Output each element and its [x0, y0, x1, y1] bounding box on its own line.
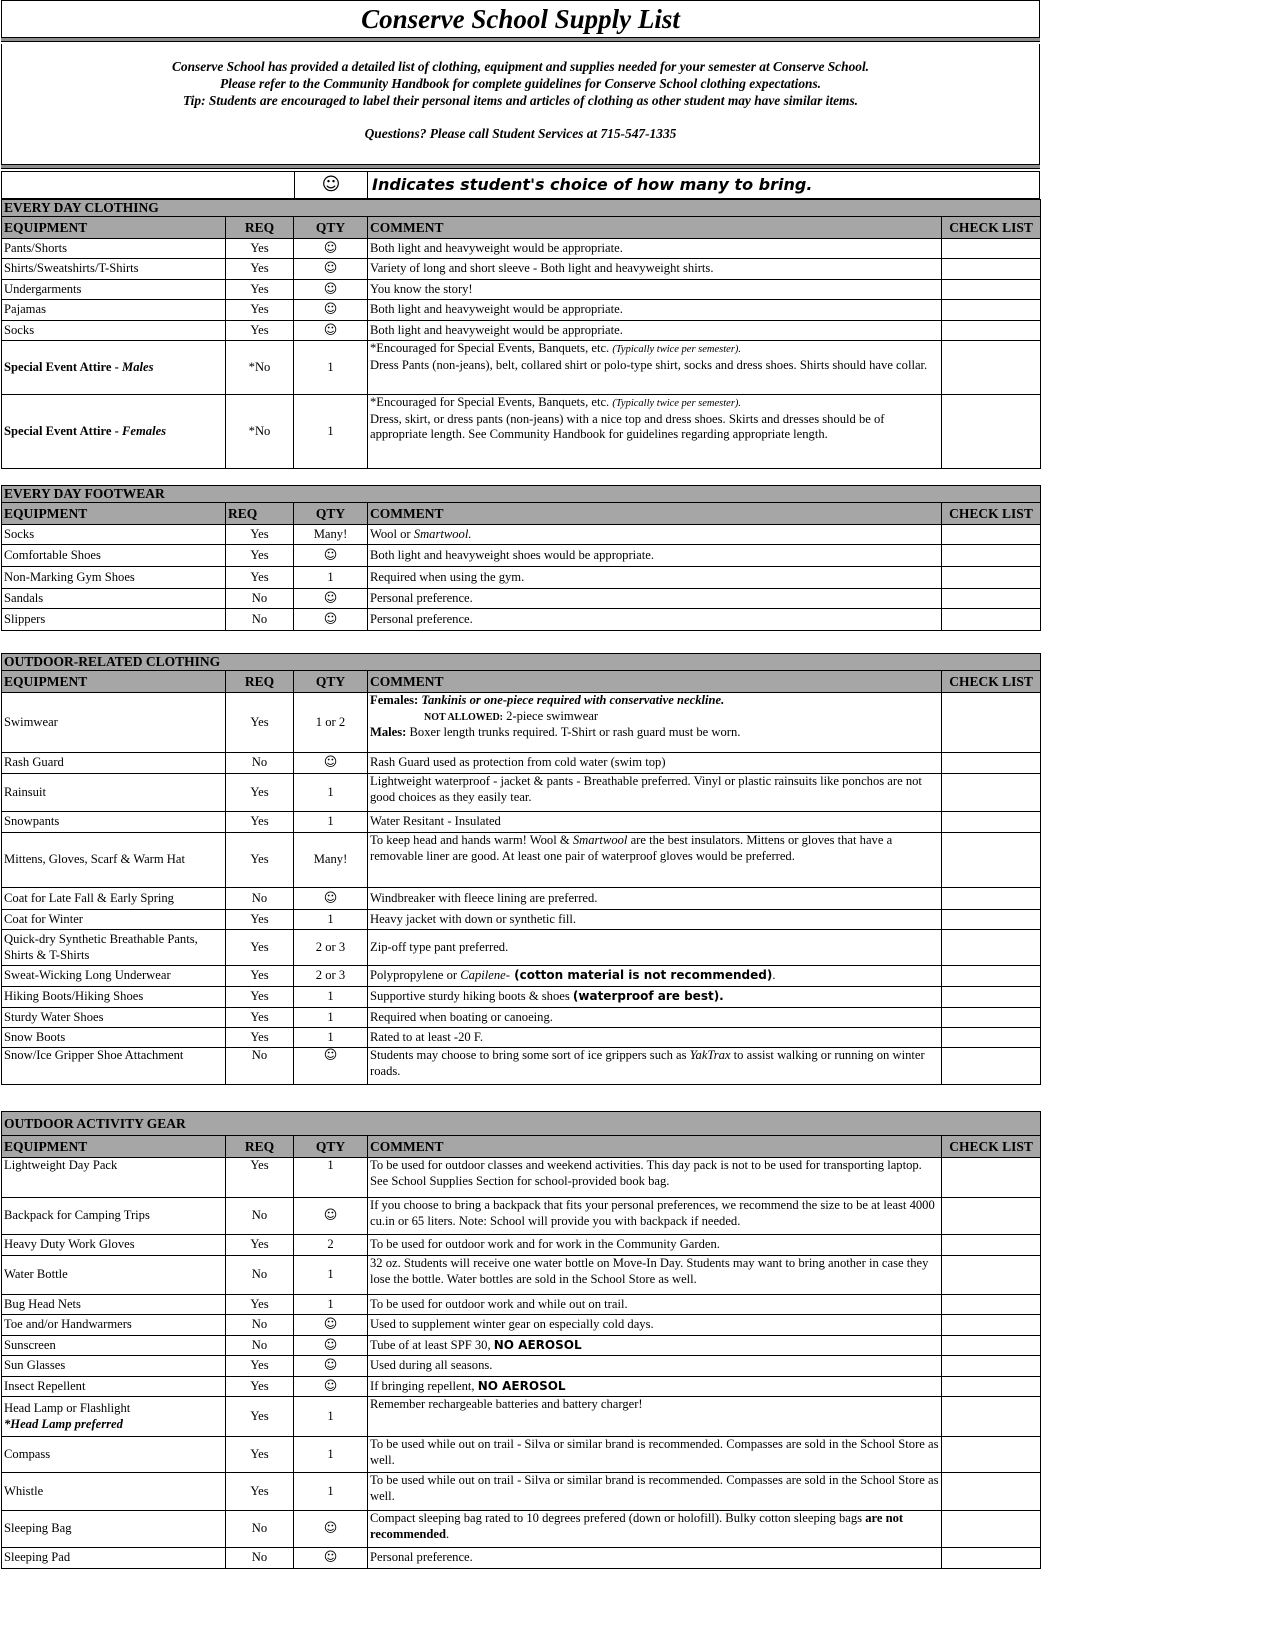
checklist-box[interactable]: [942, 567, 1041, 589]
checklist-box[interactable]: [942, 1548, 1041, 1569]
comment-text: Tube of at least SPF 30, NO AEROSOL: [368, 1336, 942, 1356]
table-row: [2, 1235, 1041, 1256]
table-row: [2, 833, 1041, 888]
table-row: [2, 930, 1041, 966]
checklist-box[interactable]: [942, 545, 1041, 567]
item-name: Backpack for Camping Trips: [2, 1198, 226, 1235]
qty-value: ☺: [294, 321, 368, 341]
comment-text: You know the story!: [368, 280, 942, 300]
section-title: EVERY DAY FOOTWEAR: [2, 486, 1041, 503]
req-value: Yes: [226, 1158, 294, 1198]
req-value: Yes: [226, 1473, 294, 1511]
comment-text: If you choose to bring a backpack that fits your personal preferences, we recommend the size to be at least 4000 cu.in or 65 liters. Note: School will provide you with backpack if needed.: [368, 1198, 942, 1235]
checklist-box[interactable]: [942, 1198, 1041, 1235]
checklist-box[interactable]: [942, 753, 1041, 774]
table-row: [2, 1511, 1041, 1548]
qty-value: 1: [294, 1158, 368, 1198]
qty-value: ☺: [294, 1356, 368, 1377]
table-row: [2, 395, 1041, 469]
qty-value: ☺: [294, 753, 368, 774]
req-value: No: [226, 1048, 294, 1085]
table-row: [2, 300, 1041, 321]
qty-value: 1: [294, 1437, 368, 1473]
qty-value: ☺: [294, 1511, 368, 1548]
col-checklist: CHECK LIST: [942, 671, 1041, 693]
col-qty: QTY: [294, 503, 368, 525]
table-row: [2, 987, 1041, 1008]
checklist-box[interactable]: [942, 1473, 1041, 1511]
req-value: No: [226, 1511, 294, 1548]
item-name: Sweat-Wicking Long Underwear: [2, 966, 226, 987]
divider: [1, 164, 1040, 169]
req-value: Yes: [226, 774, 294, 812]
col-comment: COMMENT: [368, 671, 942, 693]
comment-text: Heavy jacket with down or synthetic fill.: [368, 910, 942, 930]
req-value: Yes: [226, 1295, 294, 1315]
table-row: [2, 1028, 1041, 1048]
req-value: Yes: [226, 525, 294, 545]
comment-text: Both light and heavyweight would be appropriate.: [368, 300, 942, 321]
req-value: *No: [226, 395, 294, 469]
section-title: OUTDOOR ACTIVITY GEAR: [2, 1112, 1041, 1136]
qty-value: 1 or 2: [294, 693, 368, 753]
comment-text: Students may choose to bring some sort of ice grippers such as YakTrax to assist walking or running on winter roads.: [368, 1048, 942, 1085]
table-row: [2, 1008, 1041, 1028]
req-value: Yes: [226, 545, 294, 567]
qty-value: ☺: [294, 1336, 368, 1356]
qty-value: 1: [294, 812, 368, 833]
qty-value: ☺: [294, 1548, 368, 1569]
req-value: Yes: [226, 1377, 294, 1397]
req-value: Yes: [226, 966, 294, 987]
checklist-box[interactable]: [942, 1336, 1041, 1356]
checklist-box[interactable]: [942, 321, 1041, 341]
comment-text: Variety of long and short sleeve - Both light and heavyweight shirts.: [368, 259, 942, 280]
item-name: Coat for Winter: [2, 910, 226, 930]
qty-value: 1: [294, 1473, 368, 1511]
table-row: [2, 774, 1041, 812]
req-value: Yes: [226, 239, 294, 259]
req-value: Yes: [226, 910, 294, 930]
qty-value: 2 or 3: [294, 930, 368, 966]
item-name: Head Lamp or Flashlight *Head Lamp preferred: [2, 1397, 226, 1437]
item-name: Undergarments: [2, 280, 226, 300]
item-name: Non-Marking Gym Shoes: [2, 567, 226, 589]
page-title: Conserve School Supply List: [1, 0, 1040, 39]
outdoor-clothing-table: [1, 653, 1041, 1085]
item-name: Sleeping Bag: [2, 1511, 226, 1548]
qty-value: ☺: [294, 280, 368, 300]
checklist-box[interactable]: [942, 1048, 1041, 1085]
item-name: Special Event Attire - Males: [2, 341, 226, 395]
comment-text: Females: Tankinis or one-piece required with conservative neckline. NOT ALLOWED: 2-piece swimwear Males: Boxer length trunks required. T-Shirt or rash guard must be worn.: [368, 693, 942, 753]
comment-text: If bringing repellent, NO AEROSOL: [368, 1377, 942, 1397]
checklist-box[interactable]: [942, 1235, 1041, 1256]
req-value: No: [226, 1256, 294, 1295]
col-comment: COMMENT: [368, 503, 942, 525]
qty-value: 1: [294, 1295, 368, 1315]
qty-value: 2 or 3: [294, 966, 368, 987]
activity-gear-table: [1, 1111, 1041, 1569]
item-name: Rash Guard: [2, 753, 226, 774]
req-value: No: [226, 1315, 294, 1336]
req-value: Yes: [226, 1397, 294, 1437]
comment-text: Compact sleeping bag rated to 10 degrees prefered (down or holofill). Bulky cotton sleeping bags are not recommended.: [368, 1511, 942, 1548]
req-value: Yes: [226, 1008, 294, 1028]
checklist-box[interactable]: [942, 1437, 1041, 1473]
item-name: Lightweight Day Pack: [2, 1158, 226, 1198]
col-equipment: EQUIPMENT: [2, 503, 226, 525]
table-row: [2, 589, 1041, 609]
table-row: [2, 259, 1041, 280]
qty-value: ☺: [294, 1048, 368, 1085]
req-value: Yes: [226, 1028, 294, 1048]
table-row: [2, 567, 1041, 589]
item-name: Whistle: [2, 1473, 226, 1511]
qty-value: ☺: [294, 609, 368, 631]
req-value: Yes: [226, 300, 294, 321]
comment-text: To be used for outdoor work and for work in the Community Garden.: [368, 1235, 942, 1256]
item-name: Snowpants: [2, 812, 226, 833]
qty-value: 1: [294, 1256, 368, 1295]
qty-value: Many!: [294, 833, 368, 888]
qty-value: 1: [294, 987, 368, 1008]
checklist-box[interactable]: [942, 341, 1041, 395]
table-row: [2, 1198, 1041, 1235]
table-row: [2, 609, 1041, 631]
qty-value: 1: [294, 395, 368, 469]
qty-value: ☺: [294, 589, 368, 609]
table-row: [2, 1256, 1041, 1295]
comment-text: To be used while out on trail - Silva or similar brand is recommended. Compasses are sold in the School Store as well.: [368, 1473, 942, 1511]
table-row: [2, 812, 1041, 833]
req-value: No: [226, 1198, 294, 1235]
item-name: Sleeping Pad: [2, 1548, 226, 1569]
req-value: Yes: [226, 567, 294, 589]
table-row: [2, 1548, 1041, 1569]
col-checklist: CHECK LIST: [942, 503, 1041, 525]
checklist-box[interactable]: [942, 300, 1041, 321]
qty-value: 2: [294, 1235, 368, 1256]
checklist-box[interactable]: [942, 1377, 1041, 1397]
qty-value: 1: [294, 774, 368, 812]
col-req: REQ: [226, 503, 294, 525]
item-name: Heavy Duty Work Gloves: [2, 1235, 226, 1256]
item-name: Hiking Boots/Hiking Shoes: [2, 987, 226, 1008]
checklist-box[interactable]: [942, 910, 1041, 930]
table-row: [2, 1397, 1041, 1437]
table-row: [2, 1158, 1041, 1198]
comment-text: Personal preference.: [368, 589, 942, 609]
table-row: [2, 545, 1041, 567]
comment-text: Required when boating or canoeing.: [368, 1008, 942, 1028]
item-name: Sun Glasses: [2, 1356, 226, 1377]
checklist-box[interactable]: [942, 609, 1041, 631]
table-row: [2, 1377, 1041, 1397]
comment-text: To keep head and hands warm! Wool & Smartwool are the best insulators. Mittens or gloves that have a removable liner are good. At least one pair of waterproof gloves would be preferred.: [368, 833, 942, 888]
table-row: [2, 1437, 1041, 1473]
table-row: [2, 1048, 1041, 1085]
table-row: [2, 693, 1041, 753]
comment-text: Rated to at least -20 F.: [368, 1028, 942, 1048]
questions-line: Questions? Please call Student Services at 715-547-1335: [364, 126, 677, 141]
req-value: Yes: [226, 987, 294, 1008]
comment-text: Both light and heavyweight would be appropriate.: [368, 239, 942, 259]
qty-value: 1: [294, 567, 368, 589]
col-qty: QTY: [294, 217, 368, 239]
qty-value: ☺: [294, 545, 368, 567]
checklist-box[interactable]: [942, 1397, 1041, 1437]
comment-text: Both light and heavyweight shoes would be appropriate.: [368, 545, 942, 567]
qty-value: 1: [294, 1397, 368, 1437]
req-value: No: [226, 1548, 294, 1569]
legend-row: [1, 171, 1040, 199]
item-name: Bug Head Nets: [2, 1295, 226, 1315]
item-name: Socks: [2, 321, 226, 341]
checklist-box[interactable]: [942, 1356, 1041, 1377]
item-name: Comfortable Shoes: [2, 545, 226, 567]
checklist-box[interactable]: [942, 987, 1041, 1008]
checklist-box[interactable]: [942, 239, 1041, 259]
table-row: [2, 753, 1041, 774]
table-row: [2, 1315, 1041, 1336]
col-equipment: EQUIPMENT: [2, 671, 226, 693]
table-row: [2, 888, 1041, 910]
qty-value: 1: [294, 341, 368, 395]
col-qty: QTY: [294, 1136, 368, 1158]
table-row: [2, 966, 1041, 987]
col-comment: COMMENT: [368, 217, 942, 239]
table-row: [2, 910, 1041, 930]
req-value: Yes: [226, 321, 294, 341]
item-name: Snow Boots: [2, 1028, 226, 1048]
checklist-box[interactable]: [942, 1295, 1041, 1315]
qty-value: 1: [294, 1008, 368, 1028]
comment-text: Used to supplement winter gear on especially cold days.: [368, 1315, 942, 1336]
intro-line-3: Tip: Students are encouraged to label their personal items and articles of clothing as other student may have similar items.: [182, 93, 859, 108]
item-name: Pajamas: [2, 300, 226, 321]
comment-text: Wool or Smartwool.: [368, 525, 942, 545]
table-row: [2, 321, 1041, 341]
intro-box: [1, 44, 1040, 164]
item-name: Sunscreen: [2, 1336, 226, 1356]
table-row: [2, 1356, 1041, 1377]
footwear-table: [1, 485, 1041, 631]
qty-value: ☺: [294, 1315, 368, 1336]
col-req: REQ: [226, 1136, 294, 1158]
req-value: Yes: [226, 812, 294, 833]
comment-text: Lightweight waterproof - jacket & pants - Breathable preferred. Vinyl or plastic rainsuits like ponchos are not good choices as they easily tear.: [368, 774, 942, 812]
item-name: Swimwear: [2, 693, 226, 753]
qty-value: ☺: [294, 1377, 368, 1397]
table-row: [2, 1336, 1041, 1356]
req-value: Yes: [226, 693, 294, 753]
comment-text: Water Resitant - Insulated: [368, 812, 942, 833]
comment-text: Both light and heavyweight would be appropriate.: [368, 321, 942, 341]
table-row: [2, 239, 1041, 259]
req-value: No: [226, 589, 294, 609]
col-equipment: EQUIPMENT: [2, 1136, 226, 1158]
col-checklist: CHECK LIST: [942, 1136, 1041, 1158]
checklist-box[interactable]: [942, 812, 1041, 833]
intro-line-2: Please refer to the Community Handbook for complete guidelines for Conserve School clothing expectations.: [219, 76, 822, 91]
req-value: Yes: [226, 259, 294, 280]
req-value: Yes: [226, 930, 294, 966]
qty-value: ☺: [294, 300, 368, 321]
checklist-box[interactable]: [942, 1511, 1041, 1548]
col-qty: QTY: [294, 671, 368, 693]
comment-text: Zip-off type pant preferred.: [368, 930, 942, 966]
item-name: Quick-dry Synthetic Breathable Pants, Shirts & T-Shirts: [2, 930, 226, 966]
table-row: [2, 280, 1041, 300]
item-name: Compass: [2, 1437, 226, 1473]
req-value: Yes: [226, 1356, 294, 1377]
item-name: Sturdy Water Shoes: [2, 1008, 226, 1028]
checklist-box[interactable]: [942, 888, 1041, 910]
comment-text: Rash Guard used as protection from cold water (swim top): [368, 753, 942, 774]
item-name: Coat for Late Fall & Early Spring: [2, 888, 226, 910]
item-name: Water Bottle: [2, 1256, 226, 1295]
item-name: Slippers: [2, 609, 226, 631]
comment-text: Used during all seasons.: [368, 1356, 942, 1377]
checklist-box[interactable]: [942, 833, 1041, 888]
col-comment: COMMENT: [368, 1136, 942, 1158]
comment-text: Polypropylene or Capilene- (cotton material is not recommended).: [368, 966, 942, 987]
comment-text: To be used for outdoor classes and weekend activities. This day pack is not to be used for transporting laptop. See School Supplies Section for school-provided book bag.: [368, 1158, 942, 1198]
legend-text: Indicates student's choice of how many to bring.: [372, 175, 813, 194]
qty-value: ☺: [294, 239, 368, 259]
req-value: Yes: [226, 1235, 294, 1256]
checklist-box[interactable]: [942, 774, 1041, 812]
col-req: REQ: [226, 671, 294, 693]
col-req: REQ: [226, 217, 294, 239]
comment-text: Personal preference.: [368, 609, 942, 631]
item-name: Toe and/or Handwarmers: [2, 1315, 226, 1336]
req-value: Yes: [226, 280, 294, 300]
comment-text: Supportive sturdy hiking boots & shoes (waterproof are best).: [368, 987, 942, 1008]
checklist-box[interactable]: [942, 395, 1041, 469]
col-checklist: CHECK LIST: [942, 217, 1041, 239]
checklist-box[interactable]: [942, 1028, 1041, 1048]
divider: [1, 37, 1040, 42]
checklist-box[interactable]: [942, 1315, 1041, 1336]
comment-text: To be used while out on trail - Silva or similar brand is recommended. Compasses are sold in the School Store as well.: [368, 1437, 942, 1473]
req-value: No: [226, 753, 294, 774]
checklist-box[interactable]: [942, 1008, 1041, 1028]
table-row: [2, 525, 1041, 545]
checklist-box[interactable]: [942, 693, 1041, 753]
section-title: EVERY DAY CLOTHING: [2, 200, 1041, 217]
checklist-box[interactable]: [942, 280, 1041, 300]
item-name: Sandals: [2, 589, 226, 609]
section-title: OUTDOOR-RELATED CLOTHING: [2, 654, 1041, 671]
item-name: Snow/Ice Gripper Shoe Attachment: [2, 1048, 226, 1085]
req-value: No: [226, 609, 294, 631]
checklist-box[interactable]: [942, 259, 1041, 280]
req-value: *No: [226, 341, 294, 395]
item-name: Mittens, Gloves, Scarf & Warm Hat: [2, 833, 226, 888]
clothing-table: [1, 199, 1041, 469]
req-value: Yes: [226, 1437, 294, 1473]
qty-value: 1: [294, 1028, 368, 1048]
table-row: [2, 341, 1041, 395]
checklist-box[interactable]: [942, 966, 1041, 987]
comment-text: Required when using the gym.: [368, 567, 942, 589]
req-value: Yes: [226, 833, 294, 888]
comment-text: *Encouraged for Special Events, Banquets, etc. (Typically twice per semester). Dress, skirt, or dress pants (non-jeans) with a nice top and dress shoes. Skirts and dresses should be of appropriate length. See Community Handbook for guidelines regarding appropriate length.: [368, 395, 942, 469]
smiley-icon: ☺: [294, 172, 368, 198]
checklist-box[interactable]: [942, 525, 1041, 545]
item-name: Special Event Attire - Females: [2, 395, 226, 469]
checklist-box[interactable]: [942, 1256, 1041, 1295]
qty-value: ☺: [294, 888, 368, 910]
checklist-box[interactable]: [942, 930, 1041, 966]
qty-value: ☺: [294, 1198, 368, 1235]
comment-text: 32 oz. Students will receive one water bottle on Move-In Day. Students may want to bring another in case they lose the bottle. Water bottles are sold in the School Store as well.: [368, 1256, 942, 1295]
item-name: Socks: [2, 525, 226, 545]
qty-value: Many!: [294, 525, 368, 545]
intro-line-1: Conserve School has provided a detailed list of clothing, equipment and supplies needed for your semester at Conserve School.: [171, 59, 870, 74]
table-row: [2, 1473, 1041, 1511]
qty-value: ☺: [294, 259, 368, 280]
item-name: Insect Repellent: [2, 1377, 226, 1397]
comment-text: Remember rechargeable batteries and battery charger!: [368, 1397, 942, 1437]
checklist-box[interactable]: [942, 1158, 1041, 1198]
comment-text: To be used for outdoor work and while out on trail.: [368, 1295, 942, 1315]
checklist-box[interactable]: [942, 589, 1041, 609]
comment-text: Personal preference.: [368, 1548, 942, 1569]
table-row: [2, 1295, 1041, 1315]
req-value: No: [226, 888, 294, 910]
req-value: No: [226, 1336, 294, 1356]
col-equipment: EQUIPMENT: [2, 217, 226, 239]
item-name: Shirts/Sweatshirts/T-Shirts: [2, 259, 226, 280]
comment-text: Windbreaker with fleece lining are preferred.: [368, 888, 942, 910]
item-name: Rainsuit: [2, 774, 226, 812]
item-name: Pants/Shorts: [2, 239, 226, 259]
qty-value: 1: [294, 910, 368, 930]
comment-text: *Encouraged for Special Events, Banquets, etc. (Typically twice per semester). Dress Pants (non-jeans), belt, collared shirt or polo-type shirt, socks and dress shoes. Shirts should have collar.: [368, 341, 942, 395]
